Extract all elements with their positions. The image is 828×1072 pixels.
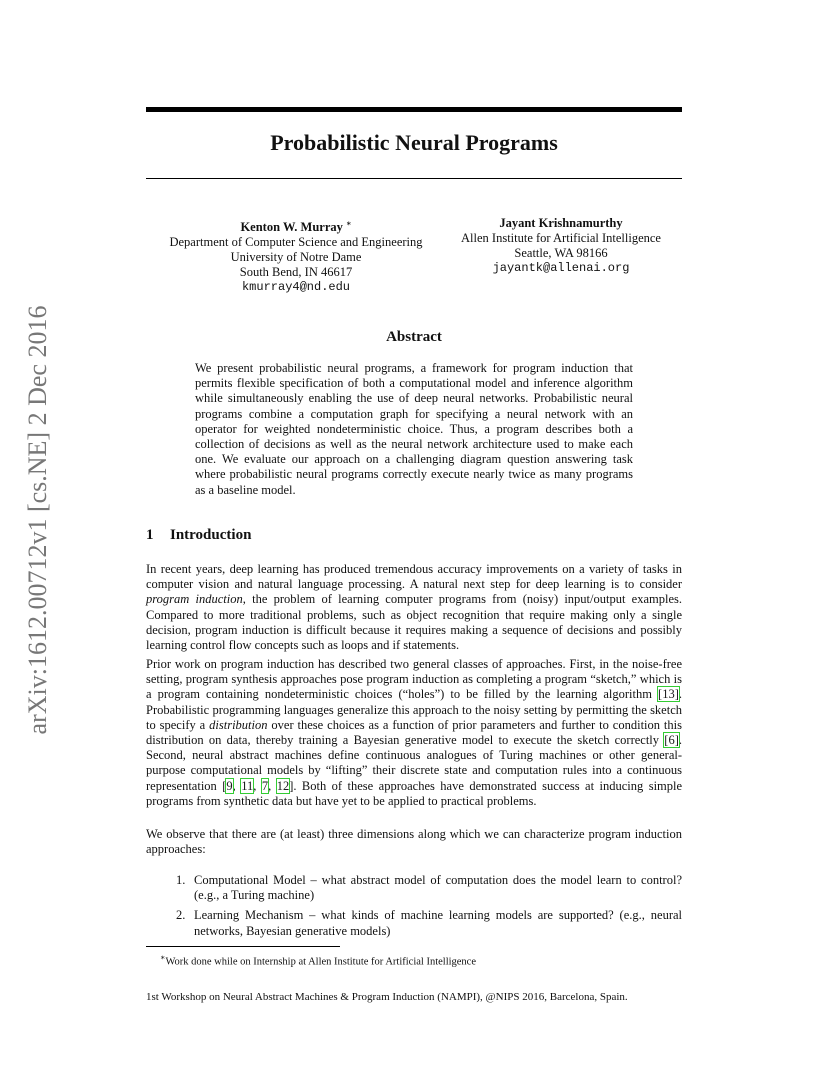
paragraph-3: We observe that there are (at least) three dimensions along which we can characterize program induction approaches:: [146, 827, 682, 857]
citation-link[interactable]: [13]: [658, 687, 679, 702]
citation-link[interactable]: [6]: [664, 733, 679, 748]
author-block-2: [446, 216, 676, 276]
citation-link[interactable]: 12: [276, 778, 290, 793]
arxiv-id: arXiv:1612.00712v1 [cs.NE] 2 Dec 2016: [23, 305, 52, 735]
citation-link[interactable]: 9: [226, 778, 233, 793]
paragraph-1: In recent years, deep learning has produced tremendous accuracy improvements on a variety of tasks in computer vision and natural language processing. A natural next step for deep learning is to consider program induction, the problem of learning computer programs from (noisy) input/output examples. Compared to more traditional problems, such as object recognition that require making only a single decision, program induction is difficult because it requires making a sequence of decisions and possibly learning control flow concepts such as loops and if statements.: [146, 562, 682, 653]
list-item: 2. Learning Mechanism – what kinds of machine learning models are supported? (e.g., neural networks, Bayesian generative models): [176, 908, 682, 938]
author-location: Seattle, WA 98166: [514, 246, 608, 260]
title-rule-top: [146, 107, 682, 112]
paper-title: Probabilistic Neural Programs: [270, 130, 558, 155]
author-location: South Bend, IN 46617: [239, 265, 353, 280]
list-item: 1. Computational Model – what abstract model of computation does the model learn to control? (e.g., a Turing machine): [176, 873, 682, 903]
paragraph-2: Prior work on program induction has described two general classes of approaches. First, in the noise-free setting, program synthesis approaches pose program induction as completing a program “sketch,” which is a program containing nondeterministic choices (“holes”) to be filled by the learning algorithm [13]. Probabilistic programming languages generalize this approach to the noisy setting by permitting the sketch to specify a distribution over these choices as a function of prior parameters and further to condition this distribution on data, thereby training a Bayesian generative model to execute the sketch correctly [6]. Second, neural abstract machines define continuous analogues of Turing machines or other general-purpose computational models by “lifting” their discrete state and computation rules into a continuous representation [9, 11, 7, 12]. Both of these approaches have demonstrated success at inducing simple programs from synthetic data but have yet to be applied to practical problems.: [146, 657, 683, 808]
citation-link[interactable]: 7: [261, 778, 269, 793]
title-rule-bottom: [146, 178, 682, 179]
abstract-heading: Abstract: [386, 329, 442, 345]
abstract-text: We present probabilistic neural programs, a framework for program induction that permits flexible specification of both a computational model and inference algorithm while simultaneously enabling the use of deep neural networks. Probabilistic neural programs combine a computation graph for specifying a neural network with an operator for weighted nondeterministic choice. Thus, a program describes both a collection of decisions as well as the neural network architecture used to make each one. We evaluate our approach on a challenging diagram question answering task where probabilistic neural programs correctly execute nearly twice as many programs as a baseline model.: [195, 361, 633, 497]
author-affiliation: Department of Computer Science and Engineering: [169, 235, 423, 250]
author-email: kmurray4@nd.edu: [241, 280, 351, 295]
page-footer: 1st Workshop on Neural Abstract Machines & Program Induction (NAMPI), @NIPS 2016, Barcelona, Spain.: [146, 991, 628, 1003]
footnote: ∗Work done while on Internship at Allen Institute for Artificial Intelligence: [160, 953, 477, 968]
dimension-list: [176, 873, 682, 944]
section-heading: 1 Introduction: [146, 527, 252, 543]
author-block-1: [146, 216, 446, 295]
author-email: jayantk@allenai.org: [492, 261, 630, 275]
author-institution: University of Notre Dame: [230, 250, 362, 265]
author-name: Kenton W. Murray ∗: [240, 219, 352, 235]
footnote-rule: [146, 946, 340, 947]
author-affiliation: Allen Institute for Artificial Intelligence: [461, 231, 661, 245]
author-name: Jayant Krishnamurthy: [499, 216, 623, 230]
citation-link[interactable]: 11: [241, 778, 254, 793]
